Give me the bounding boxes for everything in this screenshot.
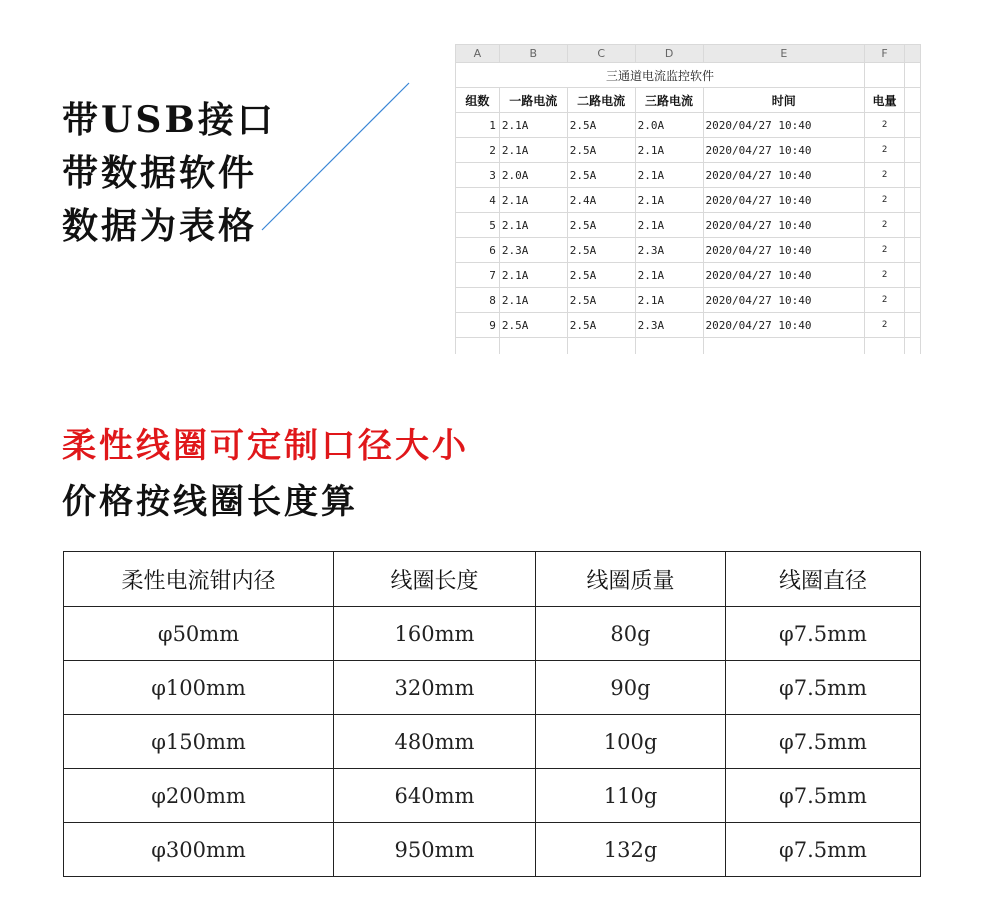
table-cell[interactable]: 2.5A <box>567 313 635 338</box>
spec-header-coil-diameter: 线圈直径 <box>726 552 921 607</box>
spec-cell: φ200mm <box>64 769 334 823</box>
spec-cell: 100g <box>536 715 726 769</box>
feature-software: 带数据软件 <box>62 152 258 194</box>
table-cell[interactable]: 2.1A <box>635 138 703 163</box>
spec-cell: φ7.5mm <box>726 715 921 769</box>
table-cell[interactable]: 2020/04/27 10:40 <box>703 313 865 338</box>
pricing-heading: 价格按线圈长度算 <box>62 482 358 522</box>
table-cell[interactable]: 2 <box>865 213 905 238</box>
table-row <box>456 263 921 288</box>
column-header[interactable]: C <box>567 45 635 63</box>
spec-cell: 110g <box>536 769 726 823</box>
column-header-row <box>456 45 921 63</box>
table-cell[interactable]: 5 <box>456 213 500 238</box>
table-cell[interactable]: 2.1A <box>499 113 567 138</box>
table-cell[interactable]: 2.3A <box>635 238 703 263</box>
table-cell[interactable]: 2.1A <box>635 213 703 238</box>
table-cell[interactable]: 2.5A <box>567 263 635 288</box>
spec-cell: φ100mm <box>64 661 334 715</box>
table-cell[interactable]: 2020/04/27 10:40 <box>703 188 865 213</box>
spec-row <box>64 823 921 877</box>
table-cell[interactable]: 2020/04/27 10:40 <box>703 238 865 263</box>
spreadsheet-screenshot <box>455 44 921 354</box>
table-cell[interactable]: 2 <box>865 313 905 338</box>
table-cell[interactable]: 2.0A <box>499 163 567 188</box>
feature-usb: 带USB接口 <box>62 99 276 141</box>
column-header[interactable]: F <box>865 45 905 63</box>
spec-cell: φ7.5mm <box>726 769 921 823</box>
table-cell[interactable]: 2 <box>865 238 905 263</box>
table-row <box>456 188 921 213</box>
spec-cell: φ300mm <box>64 823 334 877</box>
spec-cell: φ50mm <box>64 607 334 661</box>
table-cell[interactable]: 2 <box>456 138 500 163</box>
spec-table <box>63 551 921 877</box>
spec-cell: 950mm <box>334 823 536 877</box>
spec-cell: φ7.5mm <box>726 661 921 715</box>
table-cell[interactable]: 2.5A <box>499 313 567 338</box>
table-cell[interactable]: 2.5A <box>567 288 635 313</box>
column-header[interactable]: E <box>703 45 865 63</box>
spec-header-coil-weight: 线圈质量 <box>536 552 726 607</box>
table-cell[interactable]: 2.5A <box>567 138 635 163</box>
spec-row <box>64 715 921 769</box>
spec-cell: 90g <box>536 661 726 715</box>
header-cell[interactable]: 二路电流 <box>567 88 635 113</box>
table-cell[interactable]: 2.5A <box>567 238 635 263</box>
table-cell[interactable]: 2020/04/27 10:40 <box>703 163 865 188</box>
spreadsheet-title[interactable]: 三通道电流监控软件 <box>456 63 865 88</box>
spec-cell: φ7.5mm <box>726 607 921 661</box>
table-cell[interactable]: 2.3A <box>499 238 567 263</box>
table-cell[interactable]: 2020/04/27 10:40 <box>703 288 865 313</box>
table-cell[interactable]: 2.1A <box>635 188 703 213</box>
column-header[interactable]: A <box>456 45 500 63</box>
table-cell[interactable]: 2020/04/27 10:40 <box>703 263 865 288</box>
table-cell[interactable]: 2 <box>865 288 905 313</box>
table-cell[interactable]: 7 <box>456 263 500 288</box>
table-cell[interactable]: 2.3A <box>635 313 703 338</box>
table-row <box>456 238 921 263</box>
table-cell[interactable]: 2 <box>865 188 905 213</box>
table-cell[interactable]: 2020/04/27 10:40 <box>703 213 865 238</box>
table-cell[interactable]: 3 <box>456 163 500 188</box>
spec-cell: 480mm <box>334 715 536 769</box>
spec-cell: 320mm <box>334 661 536 715</box>
table-cell[interactable]: 2.4A <box>567 188 635 213</box>
header-cell[interactable]: 三路电流 <box>635 88 703 113</box>
table-row <box>456 163 921 188</box>
header-row <box>456 88 921 113</box>
table-cell[interactable]: 2020/04/27 10:40 <box>703 138 865 163</box>
spec-row <box>64 607 921 661</box>
table-cell[interactable]: 2.5A <box>567 163 635 188</box>
table-cell[interactable]: 2.1A <box>499 213 567 238</box>
header-cell[interactable]: 一路电流 <box>499 88 567 113</box>
table-row <box>456 313 921 338</box>
table-cell[interactable]: 2.5A <box>567 213 635 238</box>
table-cell[interactable]: 2 <box>865 113 905 138</box>
table-cell[interactable]: 2.1A <box>499 263 567 288</box>
table-row <box>456 113 921 138</box>
table-cell[interactable]: 2.0A <box>635 113 703 138</box>
table-cell[interactable]: 8 <box>456 288 500 313</box>
table-cell[interactable]: 2.1A <box>635 263 703 288</box>
table-cell[interactable]: 2 <box>865 163 905 188</box>
spec-cell: 160mm <box>334 607 536 661</box>
table-cell[interactable]: 1 <box>456 113 500 138</box>
feature-spreadsheet: 数据为表格 <box>62 205 258 247</box>
spec-cell: φ7.5mm <box>726 823 921 877</box>
table-cell[interactable]: 6 <box>456 238 500 263</box>
table-cell[interactable]: 2 <box>865 138 905 163</box>
header-cell[interactable]: 电量 <box>865 88 905 113</box>
table-cell[interactable]: 2.1A <box>499 288 567 313</box>
table-cell[interactable]: 2.1A <box>635 288 703 313</box>
table-cell[interactable]: 2.5A <box>567 113 635 138</box>
table-cell[interactable]: 2.1A <box>499 188 567 213</box>
column-header[interactable]: D <box>635 45 703 63</box>
spec-row <box>64 661 921 715</box>
table-cell[interactable]: 2.1A <box>499 138 567 163</box>
spec-header-row <box>64 552 921 607</box>
spec-row <box>64 769 921 823</box>
spec-cell: 132g <box>536 823 726 877</box>
table-row <box>456 288 921 313</box>
spec-header-coil-length: 线圈长度 <box>334 552 536 607</box>
table-cell[interactable]: 2.1A <box>635 163 703 188</box>
spec-header-inner-diameter: 柔性电流钳内径 <box>64 552 334 607</box>
header-cell[interactable]: 时间 <box>703 88 865 113</box>
spec-cell: 80g <box>536 607 726 661</box>
table-cell[interactable]: 2020/04/27 10:40 <box>703 113 865 138</box>
title-row <box>456 63 921 88</box>
header-cell[interactable]: 组数 <box>456 88 500 113</box>
table-row <box>456 213 921 238</box>
table-row <box>456 138 921 163</box>
table-cell[interactable]: 9 <box>456 313 500 338</box>
spec-cell: φ150mm <box>64 715 334 769</box>
column-header[interactable]: B <box>499 45 567 63</box>
table-cell[interactable]: 2 <box>865 263 905 288</box>
table-cell[interactable]: 4 <box>456 188 500 213</box>
spec-cell: 640mm <box>334 769 536 823</box>
customization-heading: 柔性线圈可定制口径大小 <box>62 426 469 466</box>
